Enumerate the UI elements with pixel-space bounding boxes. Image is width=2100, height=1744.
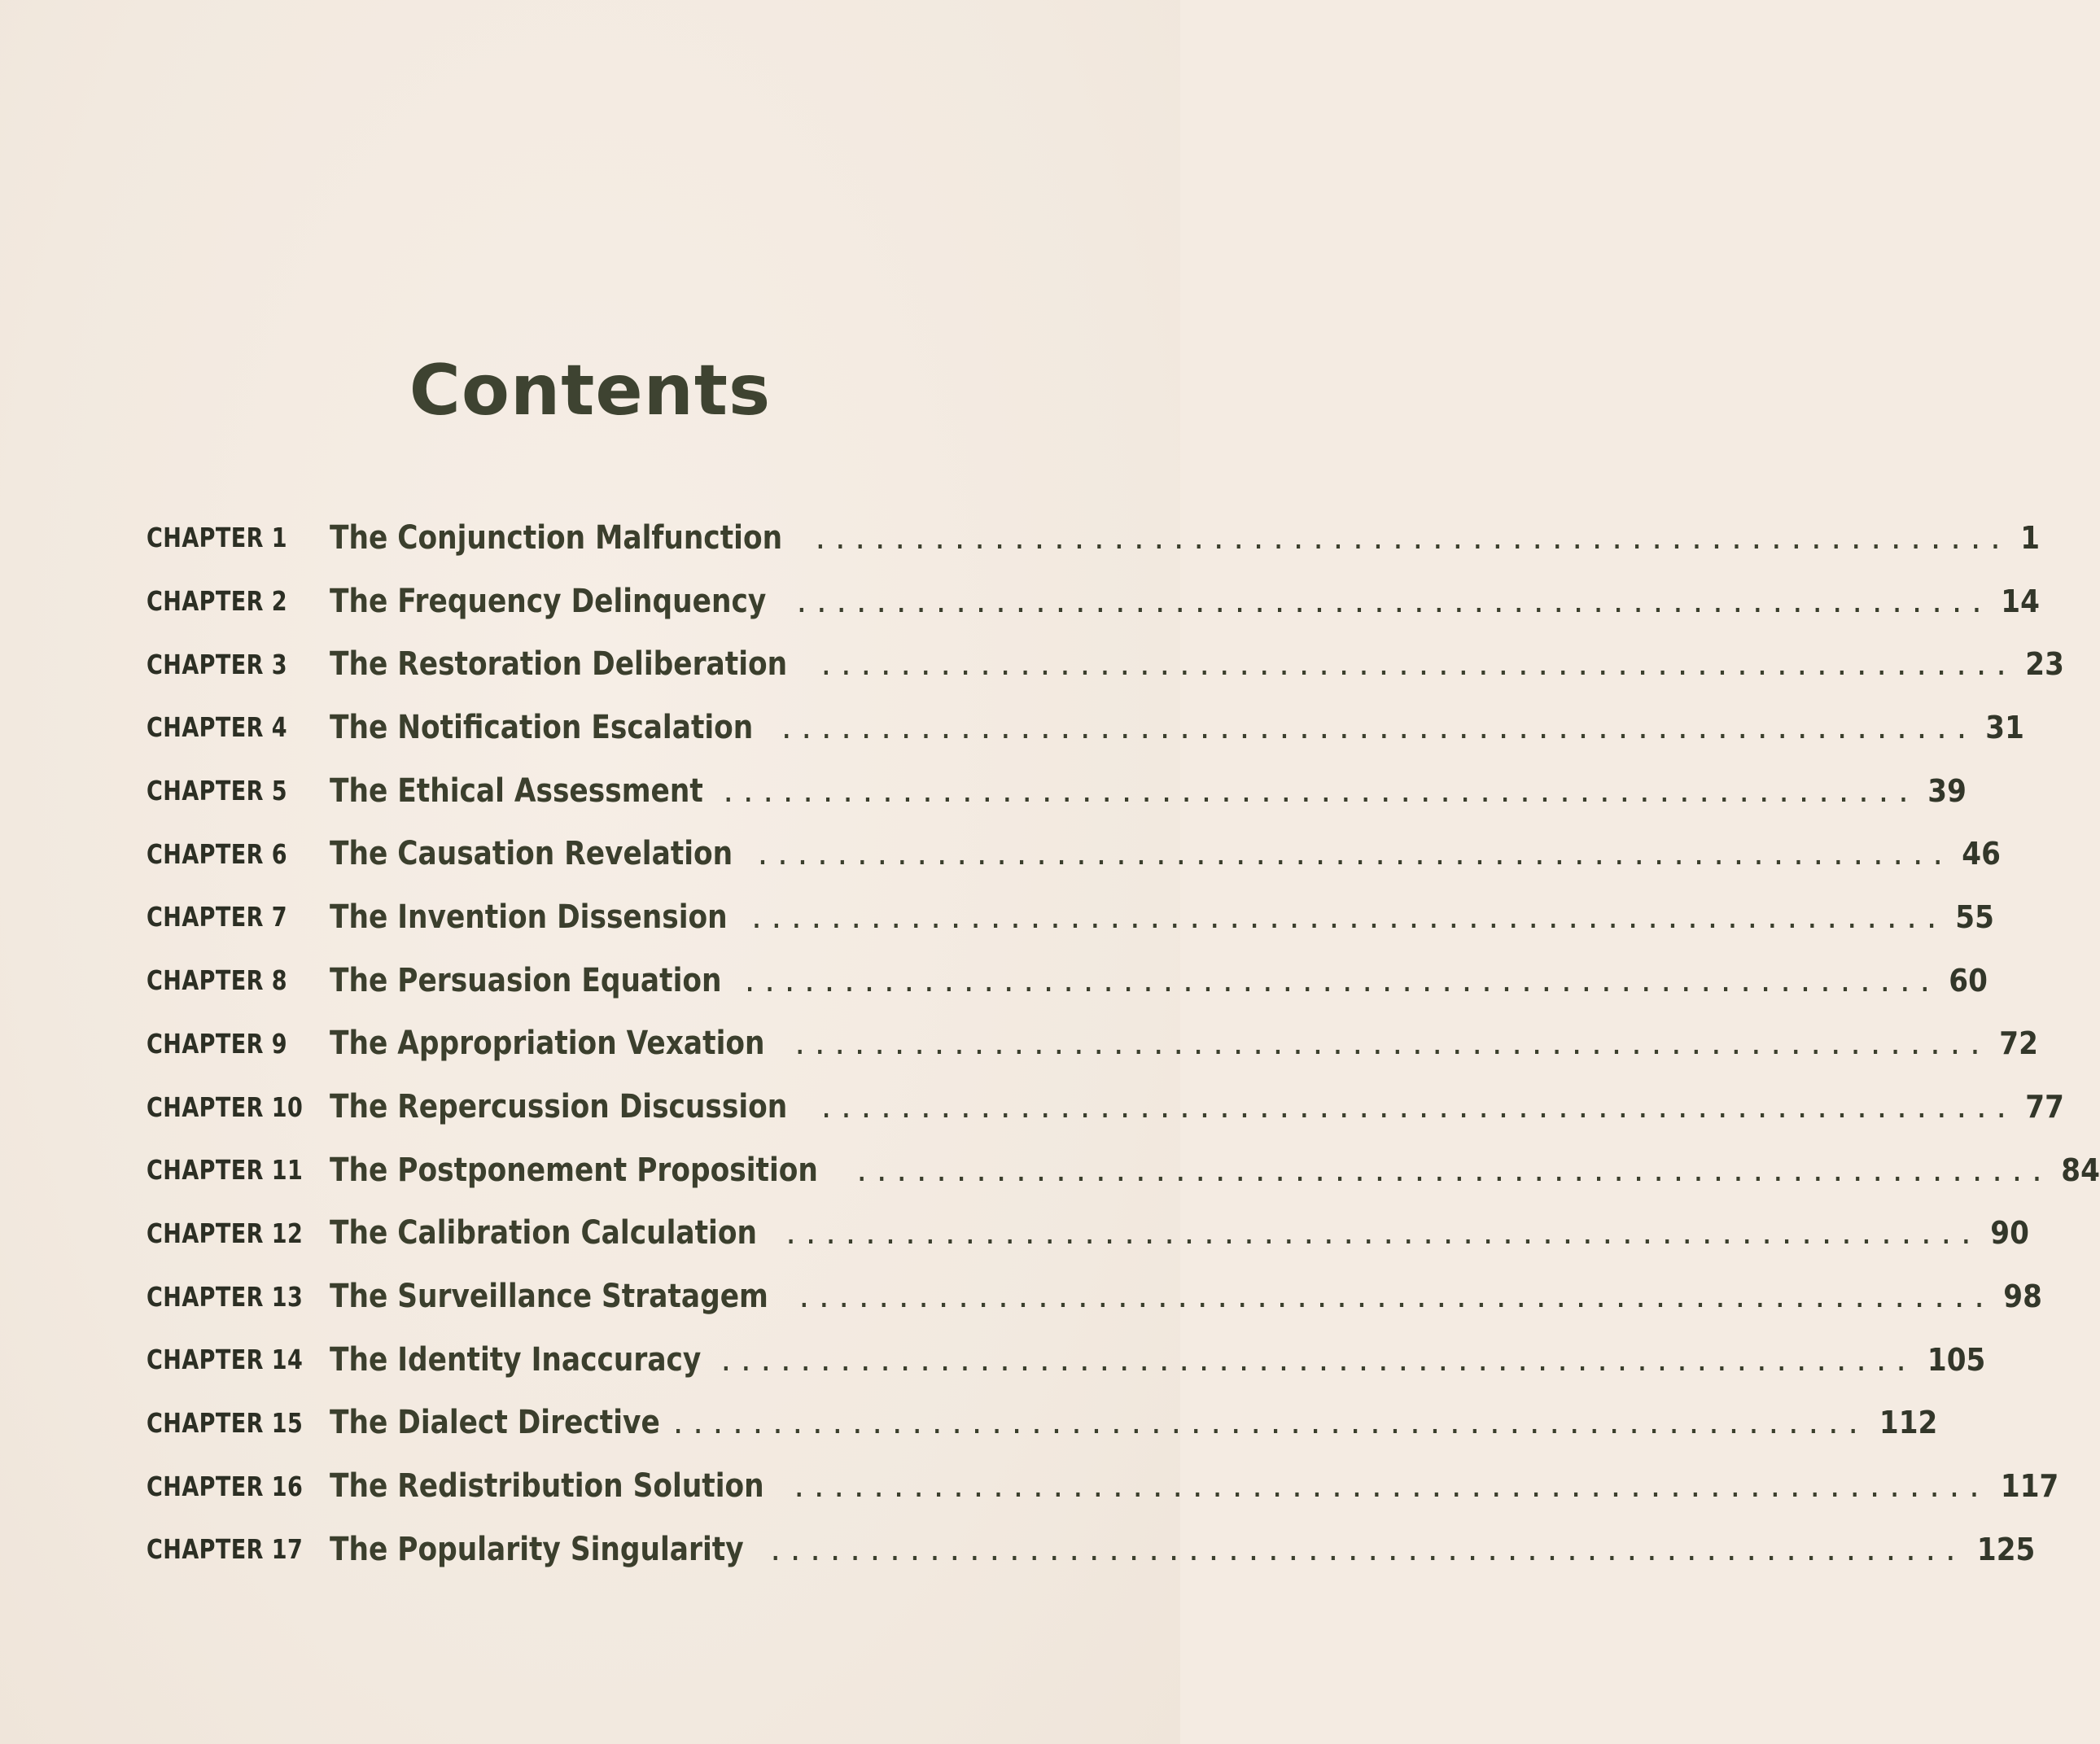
chapter-number: CHAPTER 12 — [147, 1217, 304, 1249]
page-number: 112 — [1879, 1405, 1938, 1441]
toc-row — [147, 1202, 2029, 1265]
chapter-title: The Invention Dissension — [330, 898, 728, 936]
chapter-title: The Popularity Singularity — [330, 1530, 744, 1568]
chapter-number: CHAPTER 5 — [147, 775, 288, 807]
table-of-contents — [147, 506, 2100, 1581]
toc-entry — [330, 1025, 2038, 1063]
page-number: 55 — [1955, 898, 1995, 935]
toc-entry — [330, 771, 1967, 810]
toc-row — [147, 1012, 2038, 1076]
chapter-title: The Conjunction Malfunction — [330, 518, 783, 557]
toc-row — [147, 1265, 2042, 1328]
dot-leader: ............................................................ — [790, 1471, 1986, 1505]
chapter-title: The Calibration Calculation — [330, 1214, 757, 1252]
toc-entry — [330, 1530, 2035, 1568]
chapter-title: The Repercussion Discussion — [330, 1088, 788, 1126]
page-number: 77 — [2025, 1089, 2064, 1126]
chapter-number: CHAPTER 6 — [147, 837, 288, 870]
page-number: 98 — [2003, 1278, 2042, 1315]
dot-leader: ............................................................ — [782, 1218, 1978, 1252]
dot-leader: ............................................................ — [767, 1534, 1962, 1567]
chapter-number: CHAPTER 3 — [147, 648, 288, 680]
page-number: 14 — [2001, 583, 2040, 619]
toc-row — [147, 949, 1988, 1012]
dot-leader: ............................................................ — [778, 712, 1974, 745]
page-number: 105 — [1927, 1341, 1986, 1378]
page-title: Contents — [409, 350, 772, 431]
toc-entry — [330, 898, 1995, 936]
toc-entry — [330, 518, 2040, 557]
dot-leader: ............................................................ — [853, 1155, 2049, 1188]
toc-row — [147, 1075, 2064, 1139]
toc-row — [147, 1454, 2059, 1518]
toc-row — [147, 822, 2001, 885]
dot-leader: ............................................................ — [795, 1282, 1991, 1315]
chapter-title: The Redistribution Solution — [330, 1467, 764, 1506]
dot-leader: ............................................................ — [793, 586, 1988, 619]
toc-entry — [330, 1088, 2064, 1126]
page-number: 39 — [1927, 772, 1967, 809]
toc-row — [147, 885, 1995, 949]
dot-leader: ............................................................ — [817, 1092, 2014, 1126]
page-number: 72 — [1998, 1025, 2038, 1062]
chapter-number: CHAPTER 9 — [147, 1027, 288, 1060]
chapter-number: CHAPTER 13 — [147, 1280, 304, 1313]
page-number: 1 — [2019, 519, 2040, 556]
toc-entry — [330, 708, 2025, 746]
dot-leader: ............................................................ — [669, 1408, 1866, 1441]
chapter-number: CHAPTER 17 — [147, 1533, 304, 1566]
dot-leader: ............................................................ — [812, 522, 2007, 556]
chapter-number: CHAPTER 4 — [147, 711, 288, 744]
chapter-number: CHAPTER 10 — [147, 1091, 304, 1123]
chapter-title: The Appropriation Vexation — [330, 1025, 765, 1063]
toc-row — [147, 506, 2040, 570]
dot-leader: ............................................................ — [748, 902, 1944, 935]
chapter-title: The Dialect Directive — [330, 1404, 660, 1442]
toc-entry — [330, 1340, 1986, 1379]
toc-row — [147, 632, 2064, 696]
toc-row — [147, 1518, 2035, 1581]
toc-entry — [330, 1278, 2042, 1316]
toc-entry — [330, 835, 2001, 873]
dot-leader: ............................................................ — [720, 776, 1915, 809]
page-number: 31 — [1985, 709, 2025, 745]
chapter-title: The Identity Inaccuracy — [330, 1340, 702, 1379]
chapter-title: The Frequency Delinquency — [330, 582, 767, 620]
toc-row — [147, 1328, 1986, 1392]
page-number: 60 — [1949, 962, 1988, 999]
toc-entry — [330, 1467, 2059, 1506]
toc-entry — [330, 1404, 1938, 1442]
chapter-title: The Persuasion Equation — [330, 961, 722, 999]
toc-row — [147, 570, 2040, 633]
toc-entry — [330, 645, 2064, 684]
chapter-title: The Postponement Proposition — [330, 1151, 818, 1189]
toc-row — [147, 1392, 1938, 1455]
chapter-number: CHAPTER 14 — [147, 1344, 304, 1376]
chapter-number: CHAPTER 1 — [147, 522, 288, 554]
chapter-number: CHAPTER 2 — [147, 585, 288, 618]
chapter-number: CHAPTER 16 — [147, 1470, 304, 1502]
chapter-title: The Causation Revelation — [330, 835, 733, 873]
chapter-title: The Surveillance Stratagem — [330, 1278, 768, 1316]
toc-row — [147, 759, 1967, 823]
chapter-number: CHAPTER 11 — [147, 1154, 304, 1187]
dot-leader: ............................................................ — [717, 1344, 1913, 1378]
dot-leader: ............................................................ — [791, 1029, 1987, 1062]
dot-leader: ............................................................ — [741, 965, 1937, 999]
toc-entry — [330, 582, 2040, 620]
page-number: 125 — [1976, 1531, 2035, 1567]
chapter-number: CHAPTER 8 — [147, 964, 288, 997]
chapter-title: The Notification Escalation — [330, 708, 754, 746]
chapter-number: CHAPTER 15 — [147, 1406, 304, 1439]
chapter-number: CHAPTER 7 — [147, 901, 288, 933]
page-number: 23 — [2025, 646, 2064, 683]
toc-entry — [330, 961, 1988, 999]
page-number: 117 — [2000, 1468, 2059, 1505]
toc-row — [147, 1139, 2100, 1202]
toc-entry — [330, 1214, 2029, 1252]
chapter-title: The Restoration Deliberation — [330, 645, 788, 684]
dot-leader: ............................................................ — [754, 839, 1949, 872]
chapter-title: The Ethical Assessment — [330, 771, 703, 810]
toc-row — [147, 696, 2025, 759]
page-number: 46 — [1962, 836, 2001, 872]
dot-leader: ............................................................ — [817, 649, 2013, 683]
page-number: 90 — [1989, 1215, 2029, 1252]
page-number: 84 — [2061, 1152, 2100, 1188]
toc-entry — [330, 1151, 2100, 1189]
